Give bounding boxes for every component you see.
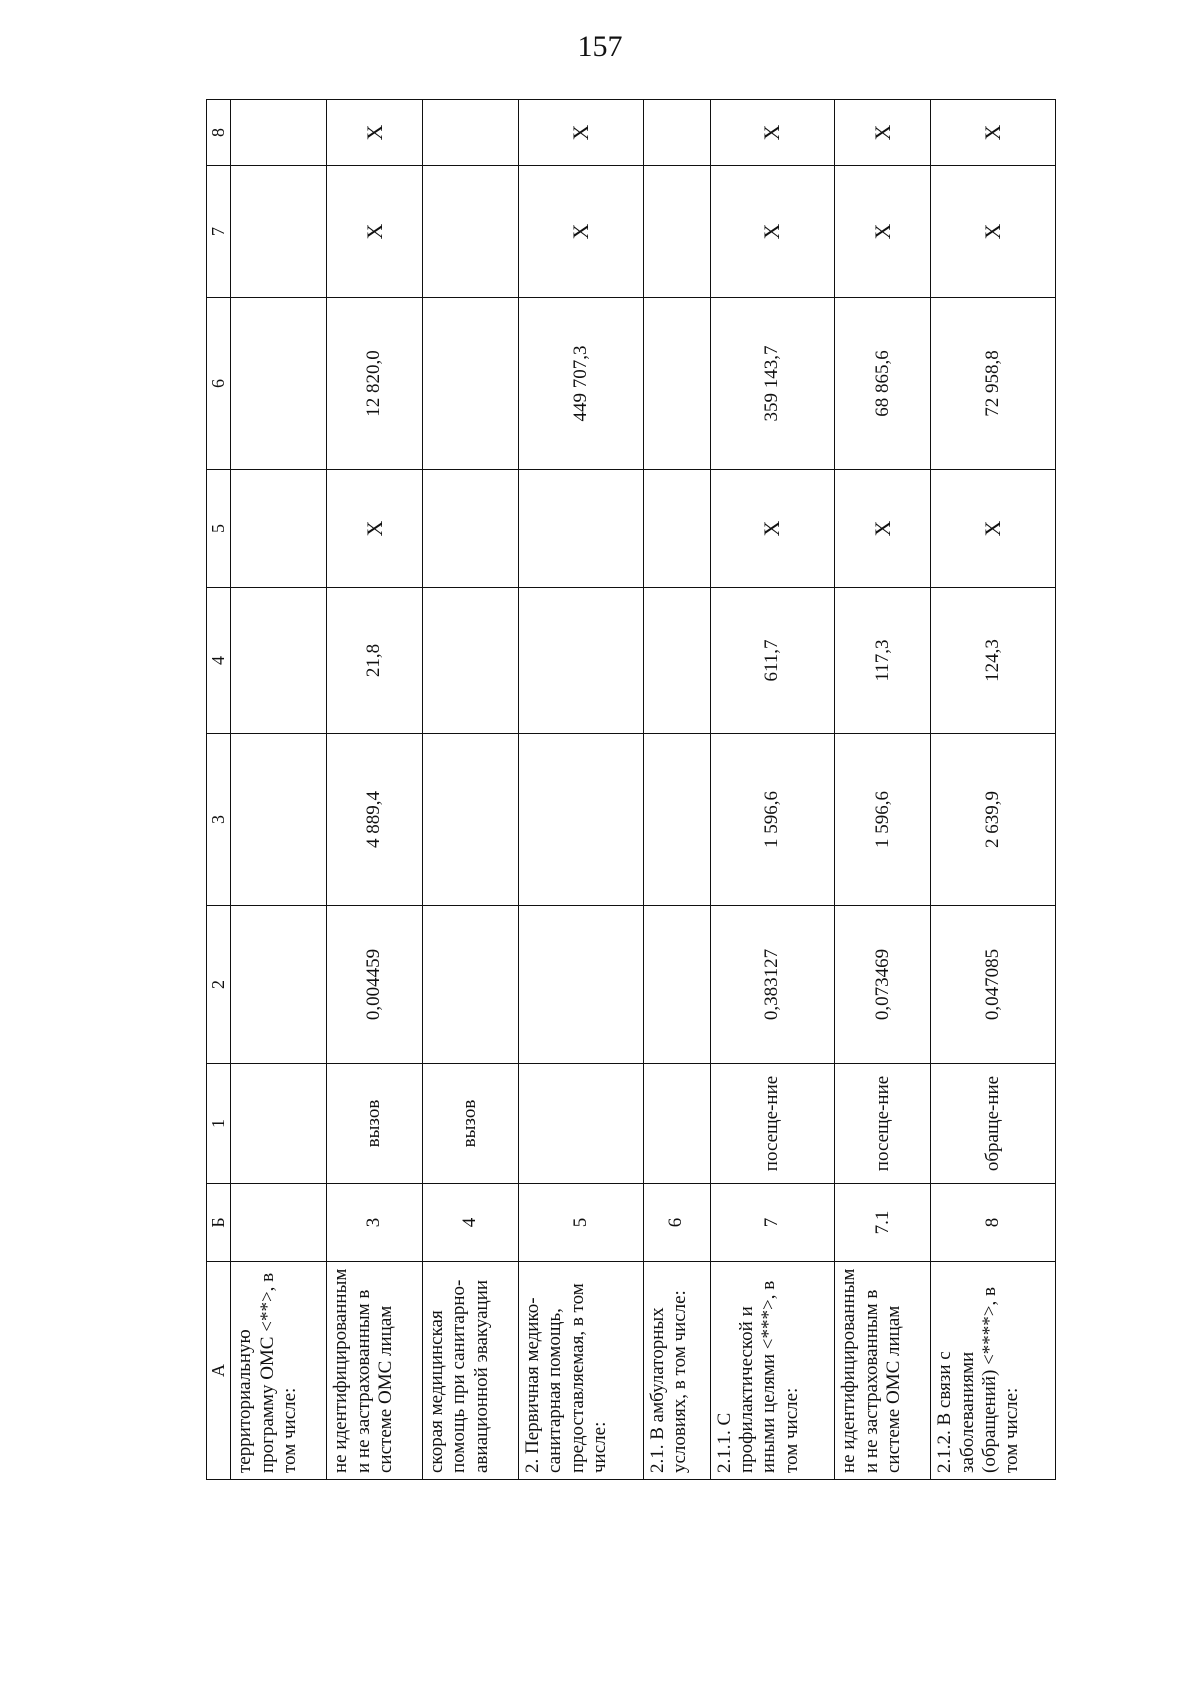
rotated-table-container [206, 100, 1056, 1480]
table-cell: X [835, 166, 931, 298]
table-cell: X [327, 100, 423, 166]
table-cell [422, 100, 518, 166]
table-cell: 68 865,6 [835, 298, 931, 470]
table-cell: X [327, 470, 423, 588]
table-cell [231, 470, 327, 588]
table-cell [518, 906, 643, 1064]
table-cell [422, 734, 518, 906]
table-row [835, 100, 931, 1480]
table-cell [422, 166, 518, 298]
column-header: 8 [207, 100, 231, 166]
table-cell: X [710, 166, 835, 298]
table-cell: 1 596,6 [710, 734, 835, 906]
table-cell: 21,8 [327, 588, 423, 734]
table-cell: 72 958,8 [931, 298, 1056, 470]
column-header: 2 [207, 906, 231, 1064]
table-cell [231, 100, 327, 166]
table-cell: 0,004459 [327, 906, 423, 1064]
column-header: 5 [207, 470, 231, 588]
row-description-cell: 2.1.1. С профилактической и иными целями <***>, в том числе: [710, 1262, 835, 1480]
column-header: Б [207, 1184, 231, 1262]
table-cell [643, 298, 710, 470]
table-cell: X [518, 166, 643, 298]
row-description-cell: скорая медицинская помощь при санитарно-авиационной эвакуации [422, 1262, 518, 1480]
table-cell: 4 [422, 1184, 518, 1262]
table-cell: 0,073469 [835, 906, 931, 1064]
table-cell: 0,047085 [931, 906, 1056, 1064]
column-header: 4 [207, 588, 231, 734]
table-cell [231, 588, 327, 734]
table-cell: X [835, 470, 931, 588]
row-description-cell: 2.1.2. В связи с заболеваниями (обращений) <****>, в том числе: [931, 1262, 1056, 1480]
table-cell: 6 [643, 1184, 710, 1262]
table-cell: X [518, 100, 643, 166]
page-number: 157 [577, 30, 623, 63]
table-cell: 117,3 [835, 588, 931, 734]
row-description-cell: территориальную программу ОМС <**>, в том числе: [231, 1262, 327, 1480]
table-cell: X [931, 470, 1056, 588]
table-cell [231, 298, 327, 470]
table-cell: 7 [710, 1184, 835, 1262]
table-cell: 0,383127 [710, 906, 835, 1064]
table-cell [422, 906, 518, 1064]
table-cell [643, 734, 710, 906]
table-cell: 7.1 [835, 1184, 931, 1262]
table-body [231, 100, 1056, 1480]
table-cell: 5 [518, 1184, 643, 1262]
table-cell [231, 166, 327, 298]
table-cell [518, 734, 643, 906]
header-row [207, 100, 231, 1480]
row-description-cell: 2.1. В амбулаторных условиях, в том числе: [643, 1262, 710, 1480]
column-header: А [207, 1262, 231, 1480]
table-cell [518, 470, 643, 588]
table-cell: X [835, 100, 931, 166]
table-cell [643, 588, 710, 734]
table-cell: 12 820,0 [327, 298, 423, 470]
column-header: 3 [207, 734, 231, 906]
row-description-cell: не идентифицированным и не застрахованным в системе ОМС лицам [835, 1262, 931, 1480]
table-cell [231, 1184, 327, 1262]
row-description-cell: не идентифицированным и не застрахованным в системе ОМС лицам [327, 1262, 423, 1480]
table-cell [643, 100, 710, 166]
data-table [206, 99, 1056, 1480]
table-cell: 4 889,4 [327, 734, 423, 906]
table-row [931, 100, 1056, 1480]
table-row [327, 100, 423, 1480]
table-cell: вызов [422, 1064, 518, 1184]
table-row [710, 100, 835, 1480]
table-cell [643, 906, 710, 1064]
table-cell: 449 707,3 [518, 298, 643, 470]
table-cell: X [931, 166, 1056, 298]
table-cell [231, 906, 327, 1064]
table-cell: 1 596,6 [835, 734, 931, 906]
table-cell [643, 1064, 710, 1184]
table-cell: X [710, 470, 835, 588]
table-cell: обраще-ние [931, 1064, 1056, 1184]
table-row [643, 100, 710, 1480]
column-header: 1 [207, 1064, 231, 1184]
table-cell [231, 734, 327, 906]
table-row [422, 100, 518, 1480]
table-cell: X [710, 100, 835, 166]
table-cell [422, 470, 518, 588]
table-cell [422, 588, 518, 734]
table-cell: 8 [931, 1184, 1056, 1262]
table-row [231, 100, 327, 1480]
table-cell [518, 588, 643, 734]
table-cell: посеще-ние [710, 1064, 835, 1184]
table-cell: 3 [327, 1184, 423, 1262]
row-description-cell: 2. Первичная медико-санитарная помощь, предоставляемая, в том числе: [518, 1262, 643, 1480]
table-cell [643, 470, 710, 588]
table-cell: X [327, 166, 423, 298]
column-header: 6 [207, 298, 231, 470]
table-cell [643, 166, 710, 298]
table-cell [518, 1064, 643, 1184]
table-cell: вызов [327, 1064, 423, 1184]
table-cell: 2 639,9 [931, 734, 1056, 906]
table-cell: 359 143,7 [710, 298, 835, 470]
column-header: 7 [207, 166, 231, 298]
table-cell [231, 1064, 327, 1184]
table-cell: X [931, 100, 1056, 166]
table-cell: посеще-ние [835, 1064, 931, 1184]
table-row [518, 100, 643, 1480]
table-cell: 611,7 [710, 588, 835, 734]
table-cell: 124,3 [931, 588, 1056, 734]
table-cell [422, 298, 518, 470]
